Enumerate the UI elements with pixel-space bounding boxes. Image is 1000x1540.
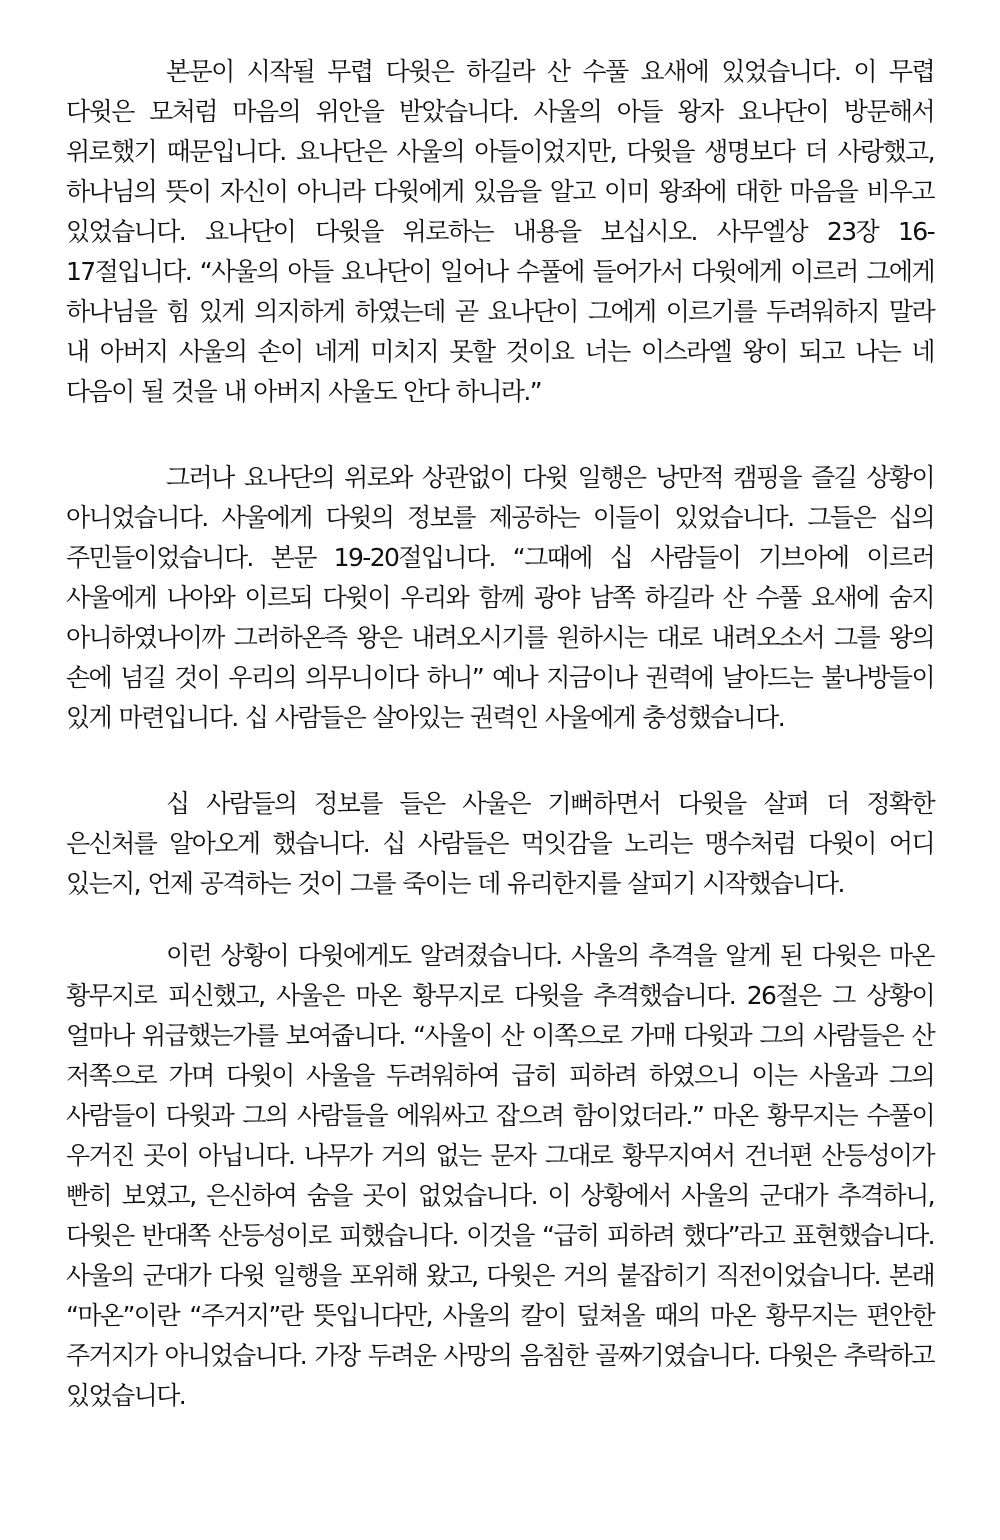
paragraph-4: 이런 상황이 다윗에게도 알려졌습니다. 사울의 추격을 알게 된 다윗은 마온 황무지로 피신했고, 사울은 마온 황무지로 다윗을 추격했습니다. 26절은 그 상황이 얼마나 위급했는가를 보여줍니다. “사울이 산 이쪽으로 가매 다윗과 그의 사람들은 산 저쪽으로 가며 다윗이 사울을 두려워하여 급히 피하려 하였으니 이는 사울과 그의 사람들이 다윗과 그의 사람들을 에워싸고 잡으려 함이었더라.” 마온 황무지는 수풀이 우거진 곳이 아닙니다. 나무가 거의 없는 문자 그대로 황무지여서 건너편 산등성이가 빤히 보였고, 은신하여 숨을 곳이 없었습니다. 이 상황에서 사울의 군대가 추격하니, 다윗은 반대쪽 산등성이로 피했습니다. 이것을 “급히 피하려 했다”라고 표현했습니다. 사울의 군대가 다윗 일행을 포위해 왔고, 다윗은 거의 붙잡히기 직전이었습니다. 본래 “마온”이란 “주거지”란 뜻입니다만, 사울의 칼이 덮쳐올 때의 마온 황무지는 편안한 주거지가 아니었습니다. 가장 두려운 사망의 음침한 골짜기였습니다. 다윗은 추락하고 있었습니다. bbox=[66, 941, 934, 1410]
paragraph-3: 십 사람들의 정보를 들은 사울은 기뻐하면서 다윗을 살펴 더 정확한 은신처를 알아오게 했습니다. 십 사람들은 먹잇감을 노리는 맹수처럼 다윗이 어디 있는지, 언제 공격하는 것이 그를 죽이는 데 유리한지를 살피기 시작했습니다. bbox=[66, 789, 934, 898]
paragraph-2: 그러나 요나단의 위로와 상관없이 다윗 일행은 낭만적 캠핑을 즐길 상황이 아니었습니다. 사울에게 다윗의 정보를 제공하는 이들이 있었습니다. 그들은 십의 주민들이었습니다. 본문 19-20절입니다. “그때에 십 사람들이 기브아에 이르러 사울에게 나아와 이르되 다윗이 우리와 함께 광야 남쪽 하길라 산 수풀 요새에 숨지 아니하였나이까 그러하온즉 왕은 내려오시기를 원하시는 대로 내려오소서 그를 왕의 손에 넘길 것이 우리의 의무니이다 하니” 예나 지금이나 권력에 날아드는 불나방들이 있게 마련입니다. 십 사람들은 살아있는 권력인 사울에게 충성했습니다. bbox=[66, 463, 934, 732]
paragraph-1: 본문이 시작될 무렵 다윗은 하길라 산 수풀 요새에 있었습니다. 이 무렵 다윗은 모처럼 마음의 위안을 받았습니다. 사울의 아들 왕자 요나단이 방문해서 위로했기 때문입니다. 요나단은 사울의 아들이었지만, 다윗을 생명보다 더 사랑했고, 하나님의 뜻이 자신이 아니라 다윗에게 있음을 알고 이미 왕좌에 대한 마음을 비우고 있었습니다. 요나단이 다윗을 위로하는 내용을 보십시오. 사무엘상 23장 16-17절입니다. “사울의 아들 요나단이 일어나 수풀에 들어가서 다윗에게 이르러 그에게 하나님을 힘 있게 의지하게 하였는데 곧 요나단이 그에게 이르기를 두려워하지 말라 내 아버지 사울의 손이 네게 미치지 못할 것이요 너는 이스라엘 왕이 되고 나는 네 다음이 될 것을 내 아버지 사울도 안다 하니라.” bbox=[66, 57, 934, 406]
